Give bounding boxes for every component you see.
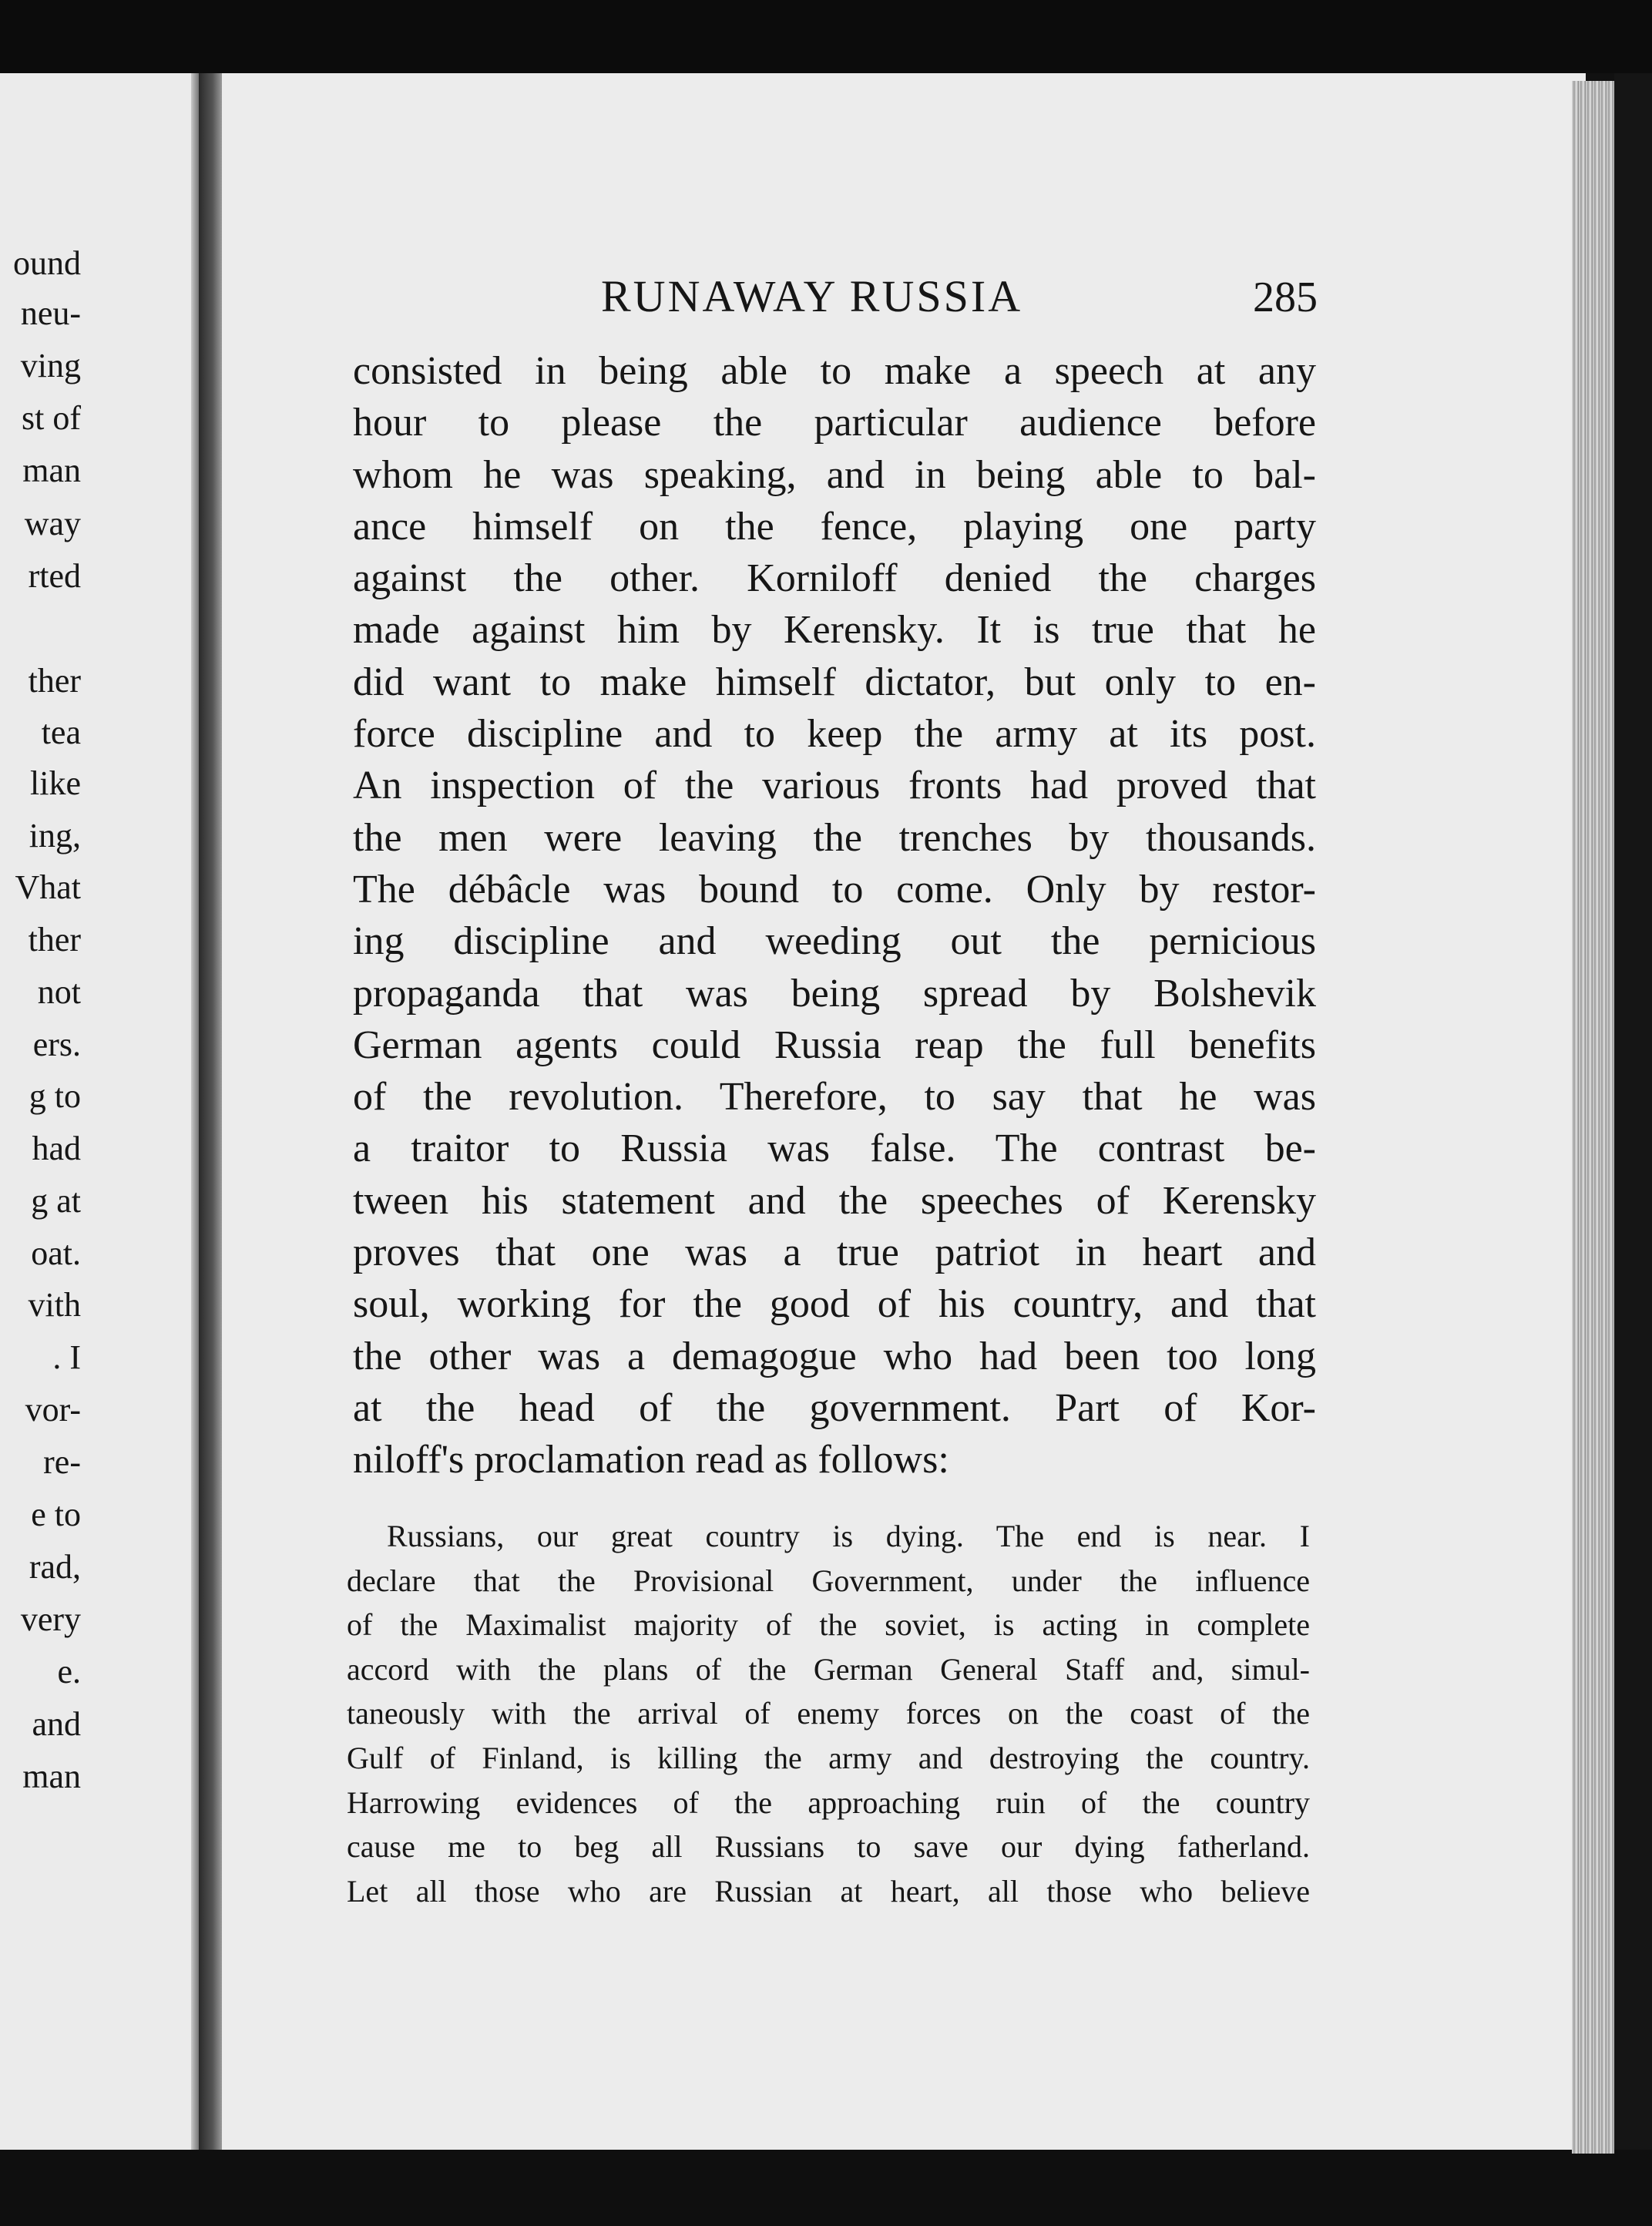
previous-page-line-fragment: ound <box>13 244 81 282</box>
body-line: soul, working for the good of his country, and that <box>353 1282 1316 1327</box>
page-number: 285 <box>1253 274 1318 321</box>
previous-page-line-fragment: like <box>30 764 81 802</box>
previous-page-line-fragment: neu- <box>20 294 81 332</box>
body-line: did want to make himself dictator, but only to en- <box>353 660 1316 704</box>
body-line: An inspection of the various fronts had proved that <box>353 764 1316 808</box>
quote-line: cause me to beg all Russians to save our dying fatherland. <box>347 1829 1310 1865</box>
quote-line: Let all those who are Russian at heart, all those who believe <box>347 1873 1310 1909</box>
book-gutter <box>199 73 222 2150</box>
body-line: hour to please the particular audience before <box>353 401 1316 445</box>
body-line: the other was a demagogue who had been too long <box>353 1334 1316 1378</box>
quote-line: Harrowing evidences of the approaching ruin of the country <box>347 1784 1310 1820</box>
previous-page-line-fragment: ing, <box>29 817 81 854</box>
previous-page-line-fragment: ther <box>28 662 81 700</box>
body-line: proves that one was a true patriot in heart and <box>353 1231 1316 1275</box>
body-line: whom he was speaking, and in being able to bal- <box>353 452 1316 497</box>
body-paragraph <box>353 345 1316 1486</box>
quote-line: of the Maximalist majority of the soviet, is acting in complete <box>347 1607 1310 1643</box>
previous-page-line-fragment: tea <box>41 713 81 751</box>
previous-page-line-fragment: g at <box>31 1182 81 1220</box>
previous-page-line-fragment: and <box>32 1705 81 1743</box>
block-quote <box>347 1514 1310 1913</box>
previous-page <box>0 73 199 2150</box>
running-title: RUNAWAY RUSSIA <box>601 271 1023 321</box>
body-line: propaganda that was being spread by Bolshevik <box>353 971 1316 1016</box>
previous-page-line-fragment: not <box>37 973 81 1011</box>
previous-page-line-fragment: vor- <box>25 1391 81 1429</box>
page-stack-edge <box>1572 81 1614 2154</box>
body-line: tween his statement and the speeches of Kerensky <box>353 1178 1316 1223</box>
quote-line: accord with the plans of the German General Staff and, simul- <box>347 1651 1310 1687</box>
previous-page-line-fragment: way <box>24 505 81 542</box>
previous-page-line-fragment: st of <box>22 399 81 437</box>
page-header <box>601 271 1318 321</box>
previous-page-line-fragment: man <box>22 1758 81 1795</box>
quote-line: Gulf of Finland, is killing the army and destroying the country. <box>347 1740 1310 1775</box>
previous-page-line-fragment: ving <box>20 347 81 384</box>
previous-page-text <box>0 73 199 2150</box>
body-line: force discipline and to keep the army at its post. <box>353 712 1316 757</box>
body-line: the men were leaving the trenches by thousands. <box>353 815 1316 860</box>
body-line: a traitor to Russia was false. The contrast be- <box>353 1126 1316 1171</box>
previous-page-line-fragment: very <box>20 1600 81 1638</box>
body-line: niloff's proclamation read as follows: <box>353 1438 949 1482</box>
previous-page-edge <box>191 73 199 2150</box>
previous-page-line-fragment: had <box>32 1130 81 1167</box>
previous-page-line-fragment: rted <box>28 557 81 595</box>
body-line: German agents could Russia reap the full benefits <box>353 1022 1316 1067</box>
quote-line: declare that the Provisional Government, under the influence <box>347 1563 1310 1598</box>
body-line: ing discipline and weeding out the pernicious <box>353 919 1316 964</box>
scan-right-border <box>1614 73 1652 2150</box>
body-line: of the revolution. Therefore, to say that he was <box>353 1075 1316 1120</box>
quote-line: taneously with the arrival of enemy forces on the coast of the <box>347 1696 1310 1731</box>
previous-page-line-fragment: ther <box>28 921 81 959</box>
previous-page-line-fragment: g to <box>29 1077 81 1115</box>
body-line: The débâcle was bound to come. Only by restor- <box>353 867 1316 912</box>
body-line: at the head of the government. Part of Kor- <box>353 1385 1316 1430</box>
scan-top-border <box>0 0 1652 73</box>
scan-bottom-border <box>0 2150 1652 2226</box>
previous-page-line-fragment: e. <box>57 1653 81 1690</box>
body-line: consisted in being able to make a speech at any <box>353 349 1316 393</box>
previous-page-line-fragment: man <box>22 452 81 489</box>
previous-page-line-fragment: rad, <box>29 1548 81 1586</box>
body-line: made against him by Kerensky. It is true that he <box>353 608 1316 653</box>
previous-page-line-fragment: . I <box>52 1338 81 1376</box>
quote-line: Russians, our great country is dying. The end is near. I <box>387 1519 1310 1553</box>
body-line: ance himself on the fence, playing one party <box>353 504 1316 549</box>
previous-page-line-fragment: re- <box>43 1443 81 1481</box>
previous-page-line-fragment: Vhat <box>15 868 81 906</box>
previous-page-line-fragment: vith <box>28 1286 81 1324</box>
body-line: against the other. Korniloff denied the charges <box>353 556 1316 601</box>
previous-page-line-fragment: ers. <box>32 1026 81 1063</box>
previous-page-line-fragment: e to <box>31 1496 81 1533</box>
previous-page-line-fragment: oat. <box>31 1234 81 1272</box>
